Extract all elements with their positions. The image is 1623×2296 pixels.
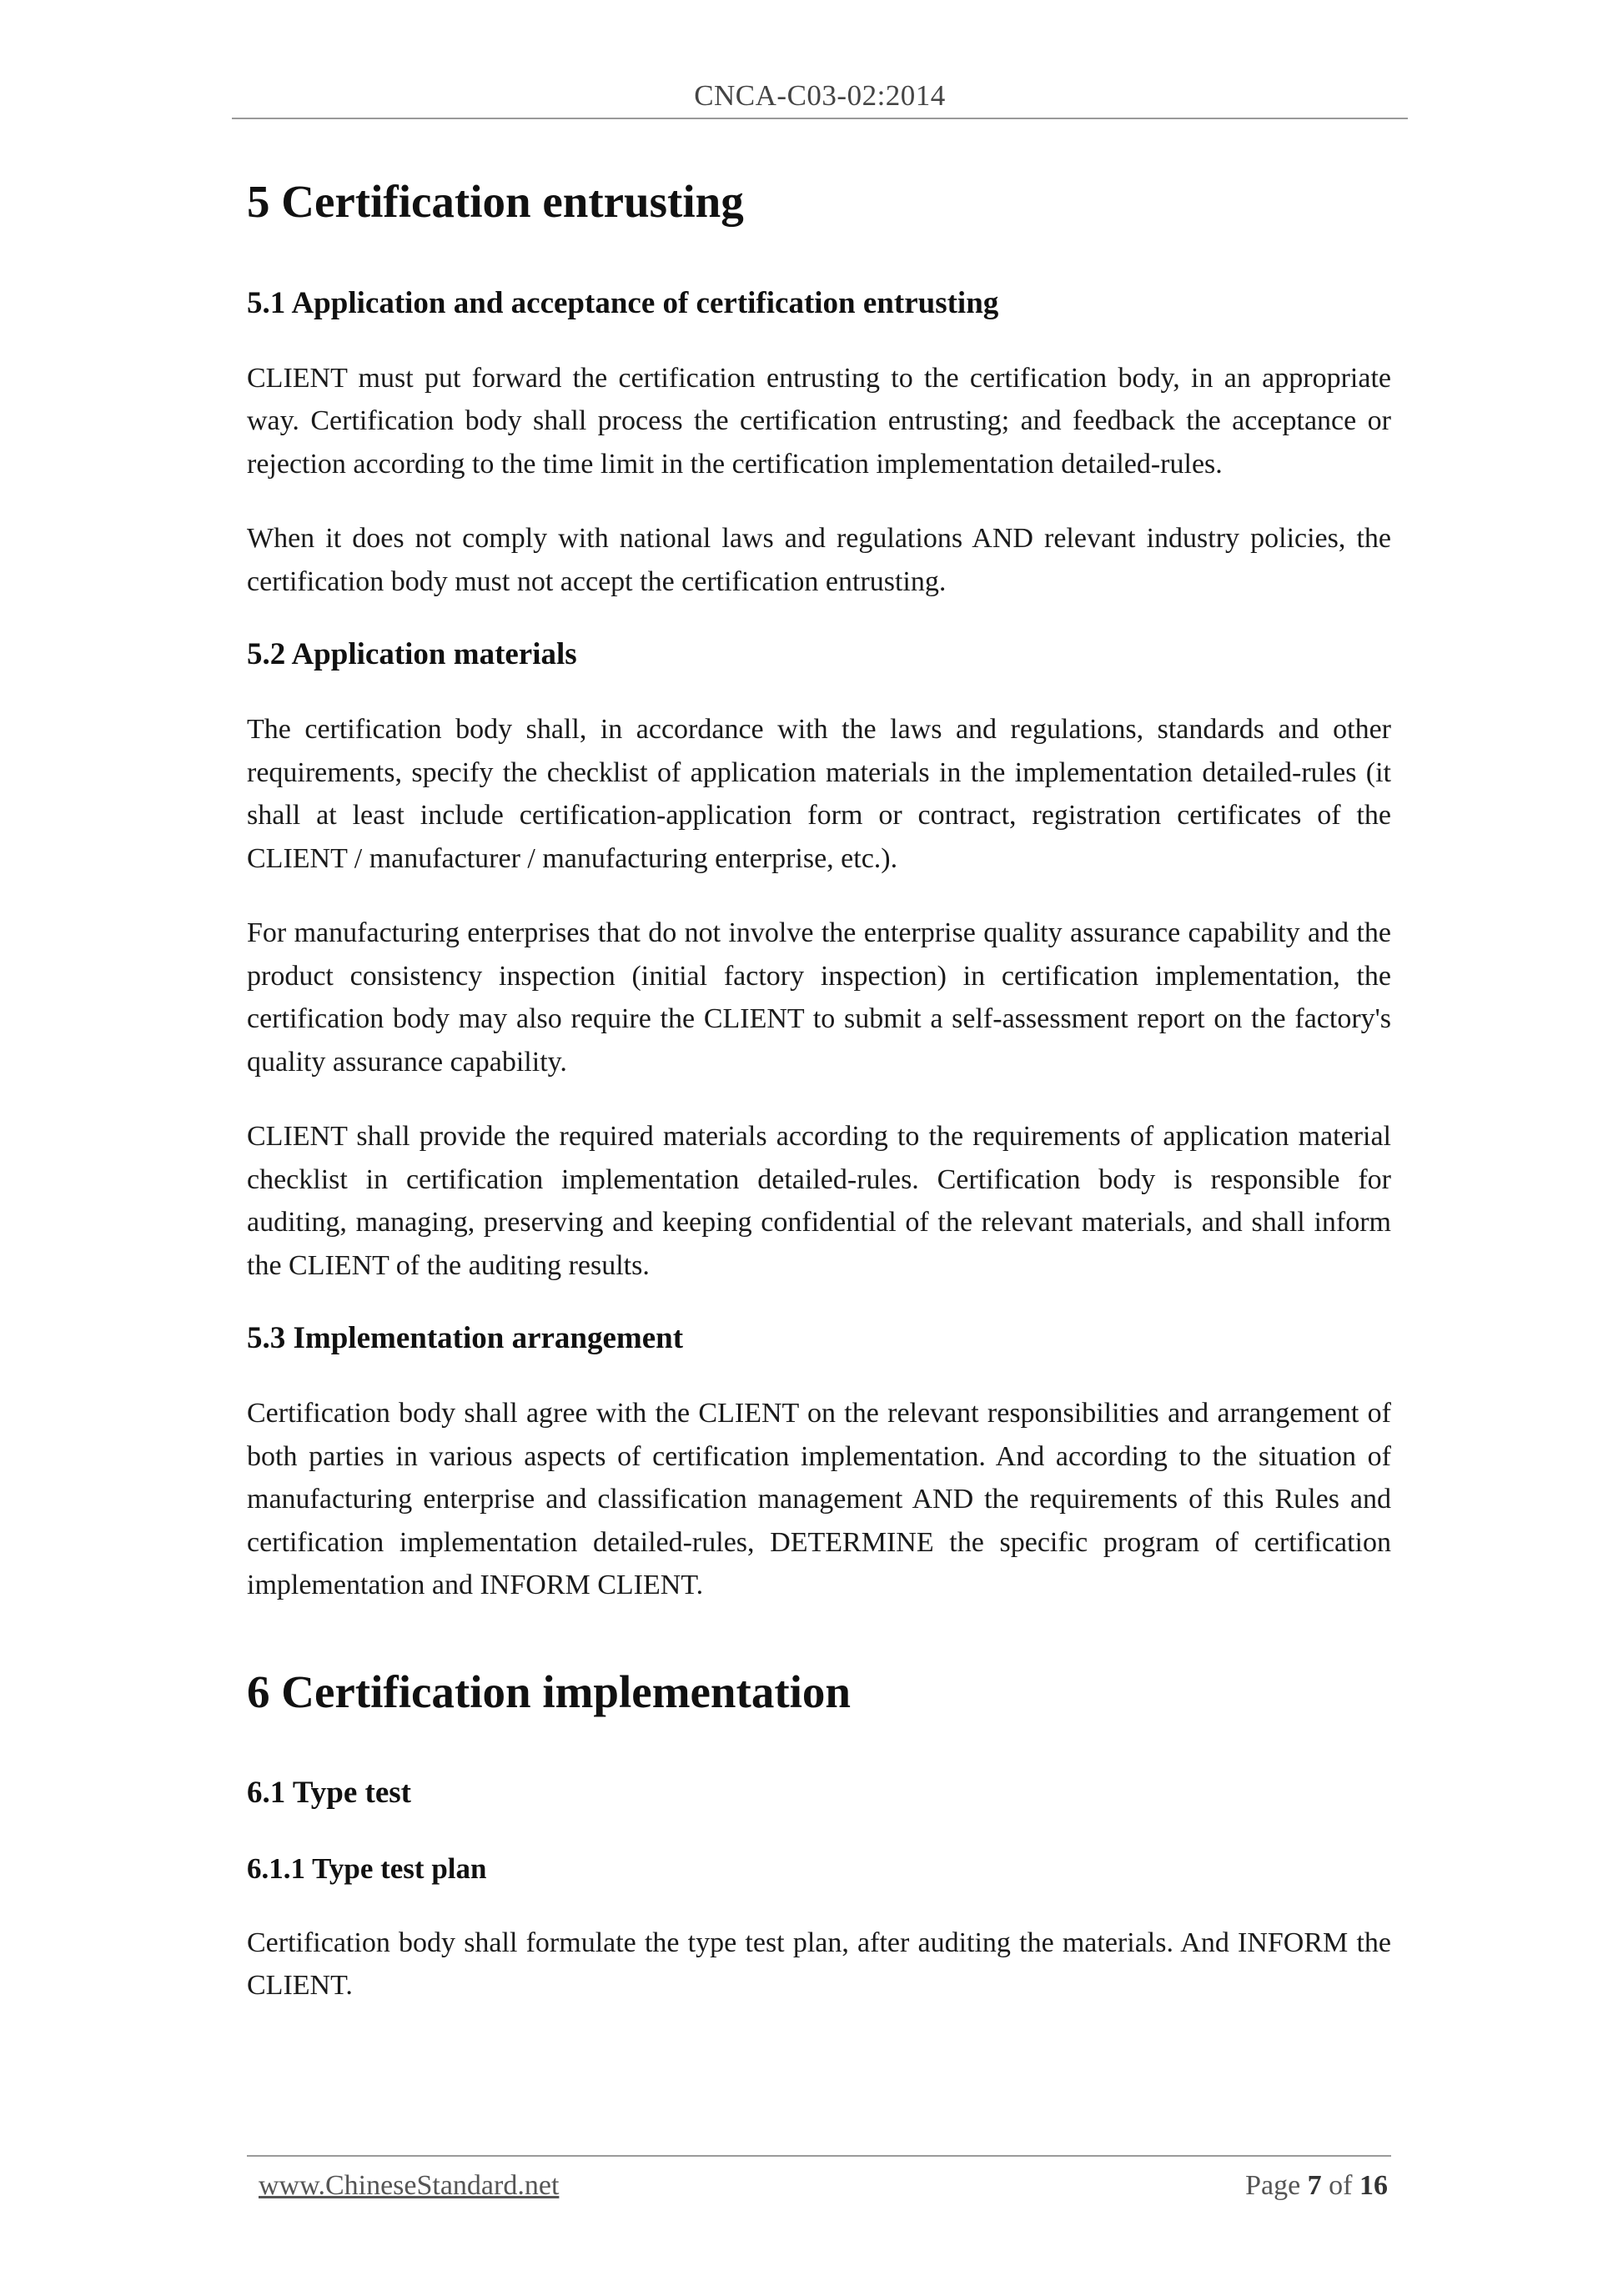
section-6-1-1-heading: 6.1.1 Type test plan bbox=[247, 1852, 487, 1886]
current-page-number: 7 bbox=[1307, 2170, 1322, 2201]
footer-divider bbox=[247, 2155, 1391, 2157]
section-5-3-heading: 5.3 Implementation arrangement bbox=[247, 1321, 684, 1356]
section-5-3-paragraph-1: Certification body shall agree with the CLIENT on the relevant responsibilities and arrangement of both parties in various aspects of certification implementation. And according to the situation of manufacturing enterprise and classification management AND the requirements of this Rules and certification implementation detailed-rules, DETERMINE the specific program of certification implementation and INFORM CLIENT. bbox=[247, 1398, 1391, 1601]
header-divider bbox=[232, 118, 1408, 119]
section-5-2-paragraph-3: CLIENT shall provide the required materials according to the requirements of application material checklist in certification implementation detailed-rules. Certification body is responsible for auditing, managing, preserving and keeping confidential of the relevant materials, and shall inform the CLIENT of the auditing results. bbox=[247, 1121, 1391, 1281]
of-label: of bbox=[1329, 2170, 1353, 2201]
page-content bbox=[247, 152, 1391, 2007]
section-5-2-paragraph-2: For manufacturing enterprises that do not involve the enterprise quality assurance capability and the product consistency inspection (initial factory inspection) in certification implementation, the certification body may also require the CLIENT to submit a self-assessment report on the factory's quality assurance capability. bbox=[247, 917, 1391, 1078]
document-code-header: CNCA-C03-02:2014 bbox=[694, 79, 946, 112]
section-5-2-paragraph-1: The certification body shall, in accordance with the laws and regulations, standards and other requirements, specify the checklist of application materials in the implementation detailed-rules (it shall at least include certification-application form or contract, registration certificates of the CLIENT / manufacturer / manufacturing enterprise, etc.). bbox=[247, 714, 1391, 874]
total-page-count: 16 bbox=[1359, 2170, 1388, 2201]
section-5-1-heading: 5.1 Application and acceptance of certification entrusting bbox=[247, 285, 999, 320]
section-5-heading: 5 Certification entrusting bbox=[247, 176, 744, 227]
section-5-1-paragraph-1: CLIENT must put forward the certification entrusting to the certification body, in an appropriate way. Certification body shall process the certification entrusting; and feedback the acceptance or rejection according to the time limit in the certification implementation detailed-rules. bbox=[247, 362, 1391, 480]
section-6-1-heading: 6.1 Type test bbox=[247, 1776, 411, 1811]
section-5-1-paragraph-2: When it does not comply with national laws and regulations AND relevant industry policies, the certification body must not accept the certification entrusting. bbox=[247, 523, 1391, 597]
section-6-heading: 6 Certification implementation bbox=[247, 1665, 852, 1717]
website-link[interactable]: www.ChineseStandard.net bbox=[259, 2170, 560, 2201]
section-6-1-1-paragraph-1: Certification body shall formulate the type test plan, after auditing the materials. And INFORM the CLIENT. bbox=[247, 1927, 1391, 2002]
page-indicator bbox=[1245, 2170, 1388, 2202]
page-label: Page bbox=[1245, 2170, 1301, 2201]
section-5-2-heading: 5.2 Application materials bbox=[247, 637, 577, 672]
